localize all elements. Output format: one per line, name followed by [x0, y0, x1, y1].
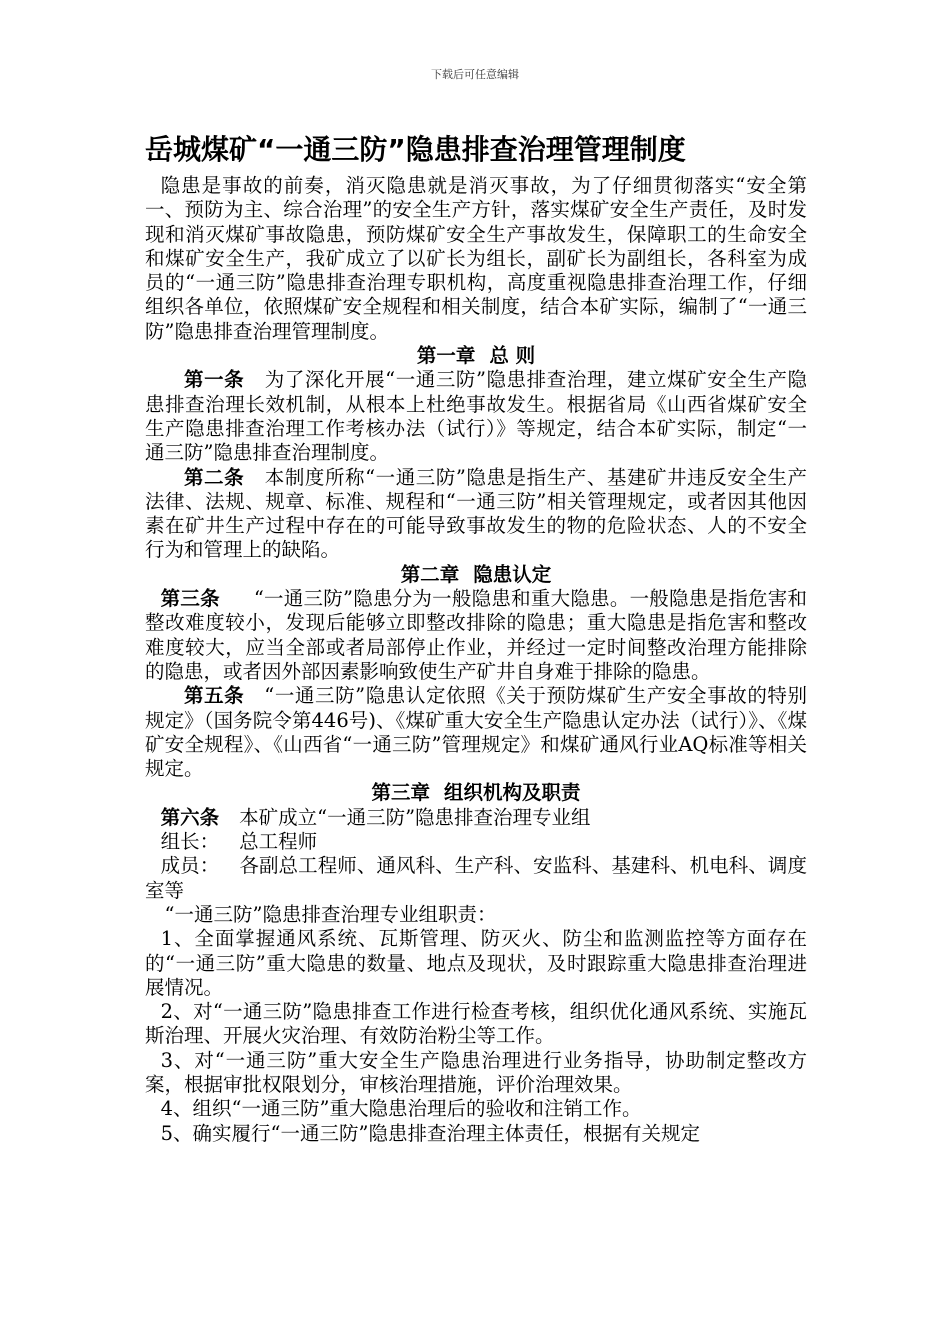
article-2-text: 本制度所称“一通三防”隐患是指生产、基建矿井违反安全生产法律、法规、规章、标准、规程和“一通三防”相关管理规定，或者因其他因素在矿井生产过程中存在的可能导致事故发生的物的危险状态、人的不安全行为和管理上的缺陷。	[145, 465, 807, 562]
article-1-label: 第一条	[184, 368, 245, 392]
document-body	[145, 128, 807, 1146]
duty-item-2: 2、对“一通三防”隐患排查工作进行检查考核，组织优化通风系统、实施瓦斯治理、开展火灾治理、有效防治粉尘等工作。	[145, 1000, 807, 1048]
chapter-3-heading	[145, 781, 807, 805]
article-6-text: 本矿成立“一通三防”隐患排查治理专业组	[239, 805, 591, 829]
article-5-label: 第五条	[184, 684, 245, 708]
article-6	[145, 806, 807, 830]
duty-item-1: 1、全面掌握通风系统、瓦斯管理、防灭火、防尘和监测监控等方面存在的“一通三防”重大隐患的数量、地点及现状，及时跟踪重大隐患排查治理进展情况。	[145, 927, 807, 999]
article-3-text: “一通三防”隐患分为一般隐患和重大隐患。一般隐患是指危害和整改难度较小，发现后能够立即整改排除的隐患；重大隐患是指危害和整改难度较大，应当全部或者局部停止作业，并经过一定时间整改治理方能排除的隐患，或者因外部因素影响致使生产矿井自身难于排除的隐患。	[145, 587, 807, 683]
duties-heading: “一通三防”隐患排查治理专业组职责：	[164, 902, 497, 926]
duty-item-4: 4、组织“一通三防”重大隐患治理后的验收和注销工作。	[160, 1097, 642, 1121]
document-title: 岳城煤矿“一通三防”隐患排查治理管理制度	[145, 133, 686, 166]
header-note: 下载后可任意编辑	[431, 68, 519, 81]
leader-line	[145, 830, 807, 854]
chapter-3-name: 组织机构及职责	[444, 781, 581, 805]
chapter-2-name: 隐患认定	[473, 562, 552, 586]
chapter-1-number: 第一章	[416, 344, 476, 368]
chapter-3-number: 第三章	[371, 781, 430, 805]
members-label: 成员：	[160, 854, 220, 878]
article-2	[145, 466, 807, 563]
article-1-text: 为了深化开展“一通三防”隐患排查治理，建立煤矿安全生产隐患排查治理长效机制，从根本上杜绝事故发生。根据省局《山西省煤矿安全生产隐患排查治理工作考核办法（试行）》等规定，结合本矿实际，制定“一通三防”隐患排查治理制度。	[145, 368, 807, 465]
chapter-1-heading	[145, 344, 807, 368]
duty-item-3: 3、对“一通三防”重大安全生产隐患治理进行业务指导，协助制定整改方案，根据审批权限划分，审核治理措施，评价治理效果。	[145, 1048, 807, 1096]
article-5-text: “一通三防”隐患认定依照《关于预防煤矿生产安全事故的特别规定》（国务院令第446号)、《煤矿重大安全生产隐患认定办法（试行）》、《煤矿安全规程》、《山西省“一通三防”管理规定》和煤矿通风行业AQ标准等相关规定。	[145, 684, 807, 781]
members-line	[145, 854, 807, 903]
article-6-label: 第六条	[160, 805, 220, 829]
members-value: 各副总工程师、通风科、生产科、安监科、基建科、机电科、调度室等	[145, 854, 807, 902]
article-5	[145, 684, 807, 781]
intro-paragraph: 隐患是事故的前奏，消灭隐患就是消灭事故，为了仔细贯彻落实“安全第一、预防为主、综合治理”的安全生产方针，落实煤矿安全生产责任，及时发现和消灭煤矿事故隐患，预防煤矿安全生产事故发生，保障职工的生命安全和煤矿安全生产，我矿成立了以矿长为组长，副矿长为副组长，各科室为成员的“一通三防”隐患排查治理专职机构，高度重视隐患排查治理工作，仔细组织各单位，依照煤矿安全规程和相关制度，结合本矿实际，编制了“一通三防”隐患排查治理管理制度。	[145, 174, 807, 343]
article-2-label: 第二条	[184, 465, 245, 489]
leader-label: 组长：	[160, 830, 220, 854]
leader-value: 总工程师	[239, 830, 318, 854]
chapter-2-number: 第二章	[400, 562, 460, 586]
article-3-label: 第三条	[160, 587, 220, 611]
article-1	[145, 368, 807, 465]
article-3	[145, 587, 807, 684]
chapter-1-name: 总 则	[489, 344, 536, 368]
chapter-2-heading	[145, 563, 807, 587]
duty-item-5: 5、确实履行“一通三防”隐患排查治理主体责任，根据有关规定	[160, 1121, 700, 1145]
